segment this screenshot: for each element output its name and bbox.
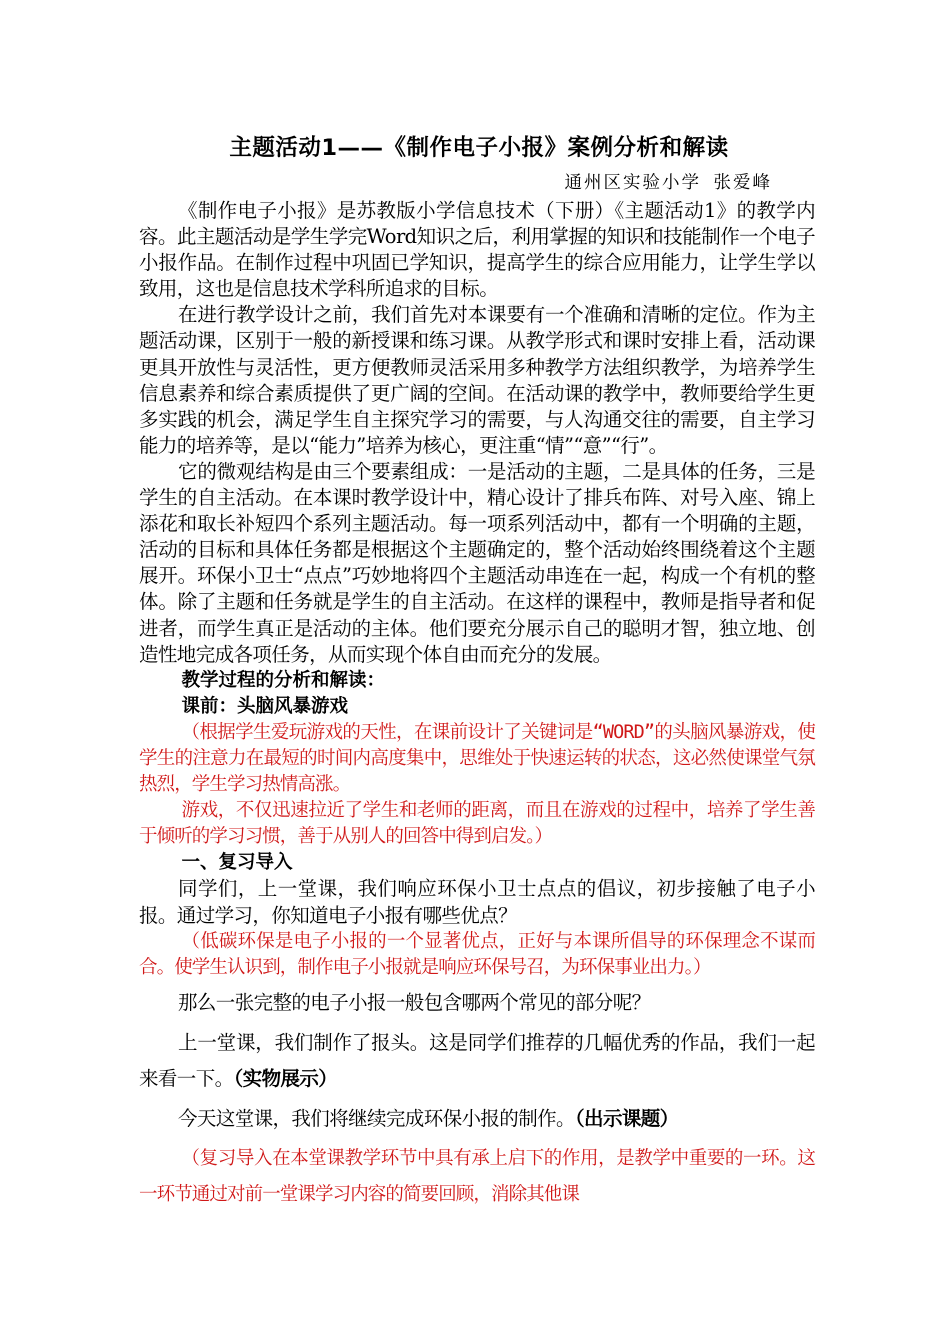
today-bold: （出示课题） <box>574 1106 679 1130</box>
document-title: 主题活动1——《制作电子小报》案例分析和解读 <box>229 135 729 161</box>
pre-class-note-2: 游戏，不仅迅速拉近了学生和老师的距离，而且在游戏的过程中，培养了学生善于倾听的学习习惯，善于从别人的回答中得到启发。） <box>139 800 815 848</box>
today-text: 今天这堂课，我们将继续完成环保小报的制作。 <box>178 1106 575 1130</box>
process-heading: 教学过程的分析和解读： <box>181 669 386 691</box>
pre-class-note-1: （根据学生爱玩游戏的天性，在课前设计了关键词是“WORD”的头脑风暴游戏，使学生的注意力在最短的时间内高度集中，思维处于快速运转的状态，这必然使课堂气氛热烈，学生学习热情高涨。 <box>139 721 815 796</box>
masthead-text: 上一堂课，我们制作了报头。这是同学们推荐的几幅优秀的作品，我们一起来看一下。 <box>139 1030 815 1090</box>
positioning-paragraph: 在进行教学设计之前，我们首先对本课要有一个准确和清晰的定位。作为主题活动课，区别于一般的新授课和练习课。从教学形式和课时安排上看，活动课更具开放性与灵活性，更方便教师灵活采用多种教学方法组织教学，为培养学生信息素养和综合素质提供了更广阔的空间。在活动课的教学中，教师要给学生更多实践的机会，满足学生自主探究学习的需要，与人沟通交往的需要，自主学习能力的培养等，是以“能力”培养为核心，更注重“情”“意”“行”。 <box>139 303 815 457</box>
today-paragraph <box>139 1101 815 1137</box>
review-heading: 一、复习导入 <box>181 852 293 874</box>
intro-paragraph: 《制作电子小报》是苏教版小学信息技术（下册）《主题活动1》的教学内容。此主题活动是学生学完Word知识之后，利用掌握的知识和技能制作一个电子小报作品。在制作过程中巩固已学知识，提高学生的综合应用能力，让学生学以致用，这也是信息技术学科所追求的目标。 <box>139 199 815 301</box>
review-note-2: （复习导入在本堂课教学环节中具有承上启下的作用，是教学中重要的一环。这一环节通过对前一堂课学习内容的简要回顾，消除其他课 <box>139 1147 815 1205</box>
document-page <box>139 128 815 1213</box>
review-paragraph: 同学们，上一堂课，我们响应环保小卫士点点的倡议，初步接触了电子小报。通过学习，你知道电子小报有哪些优点？ <box>139 877 815 927</box>
structure-paragraph: 它的微观结构是由三个要素组成：一是活动的主题，二是具体的任务，三是学生的自主活动。在本课时教学设计中，精心设计了排兵布阵、对号入座、锦上添花和取长补短四个系列主题活动。每一项系列活动中，都有一个明确的主题，活动的目标和具体任务都是根据这个主题确定的，整个活动始终围绕着这个主题展开。环保小卫士“点点”巧妙地将四个主题活动串连在一起，构成一个有机的整体。除了主题和任务就是学生的自主活动。在这样的课程中，教师是指导者和促进者，而学生真正是活动的主体。他们要充分展示自己的聪明才智，独立地、创造性地完成各项任务，从而实现个体自由而充分的发展。 <box>139 459 815 666</box>
review-note: （低碳环保是电子小报的一个显著优点，正好与本课所倡导的环保理念不谋而合。使学生认识到，制作电子小报就是响应环保号召，为环保事业出力。） <box>139 930 815 978</box>
pre-class-heading: 课前：头脑风暴游戏 <box>181 695 349 717</box>
masthead-bold: （实物展示） <box>233 1066 338 1090</box>
question-paragraph: 那么一张完整的电子小报一般包含哪两个常见的部分呢？ <box>178 990 651 1014</box>
author-line: 通州区实验小学 张爱峰 <box>564 173 772 193</box>
masthead-paragraph <box>139 1025 815 1097</box>
